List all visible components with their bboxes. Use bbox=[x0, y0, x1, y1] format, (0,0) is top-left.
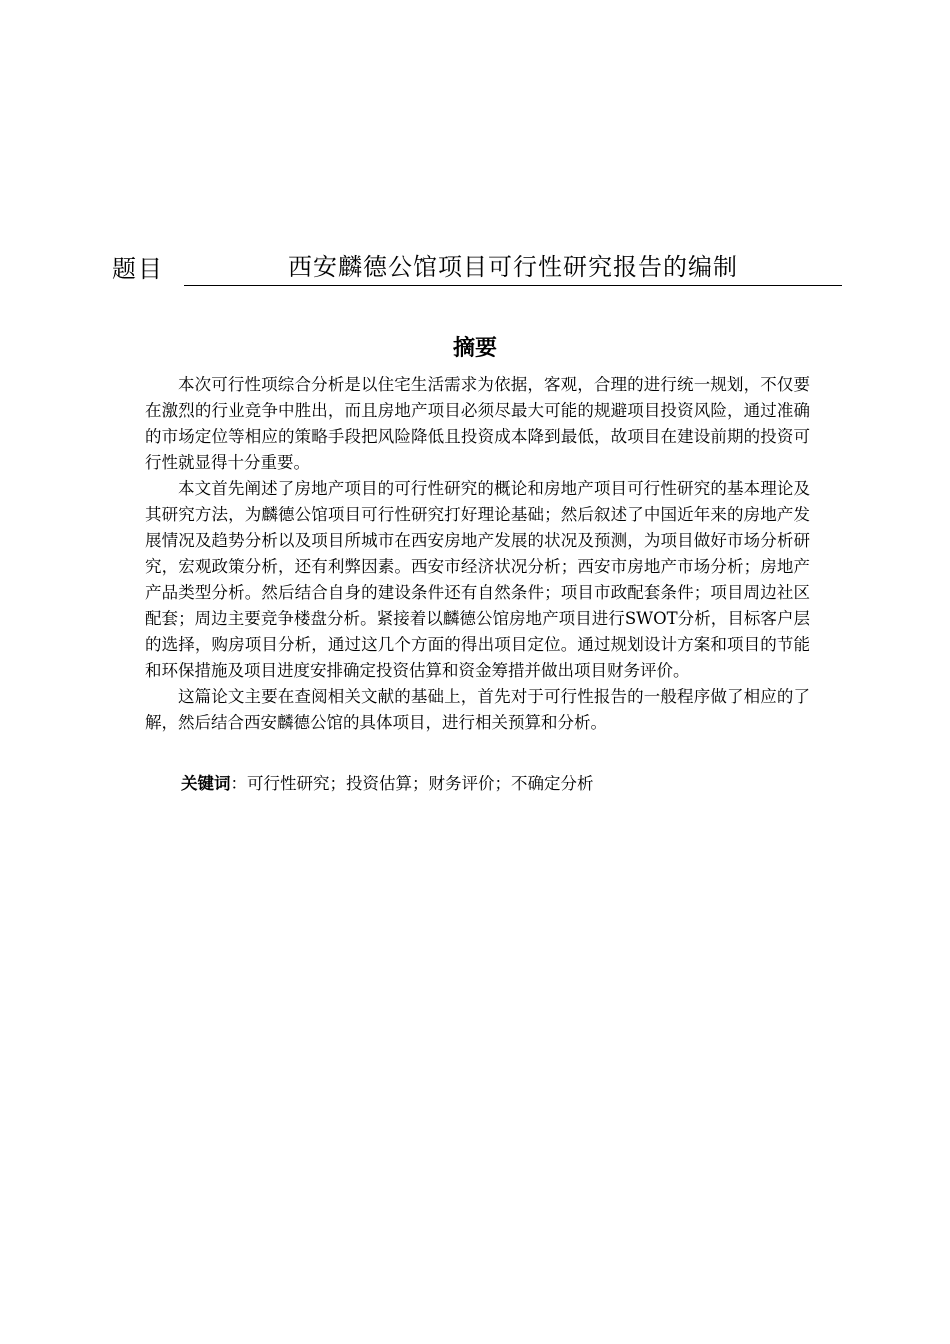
keywords-separator: ： bbox=[230, 774, 247, 793]
keywords-line bbox=[181, 771, 594, 797]
keywords-label: 关键词 bbox=[181, 774, 231, 793]
abstract-body bbox=[145, 372, 810, 736]
document-title: 西安麟德公馆项目可行性研究报告的编制 bbox=[184, 252, 842, 286]
abstract-heading: 摘要 bbox=[452, 336, 497, 361]
title-row bbox=[112, 252, 842, 288]
abstract-paragraph: 这篇论文主要在查阅相关文献的基础上，首先对于可行性报告的一般程序做了相应的了解，然后结合西安麟德公馆的具体项目，进行相关预算和分析。 bbox=[145, 687, 810, 732]
abstract-paragraph: 本次可行性项综合分析是以住宅生活需求为依据，客观，合理的进行统一规划，不仅要在激烈的行业竞争中胜出，而且房地产项目必须尽最大可能的规避项目投资风险，通过准确的市场定位等相应的策略手段把风险降低且投资成本降到最低，故项目在建设前期的投资可行性就显得十分重要。 bbox=[145, 375, 810, 472]
title-label: 题目 bbox=[112, 255, 164, 283]
abstract-paragraph: 本文首先阐述了房地产项目的可行性研究的概论和房地产项目可行性研究的基本理论及其研究方法，为麟德公馆项目可行性研究打好理论基础；然后叙述了中国近年来的房地产发展情况及趋势分析以及项目所城市在西安房地产发展的状况及预测，为项目做好市场分析研究，宏观政策分析，还有利弊因素。西安市经济状况分析；西安市房地产市场分析；房地产产品类型分析。然后结合自身的建设条件还有自然条件；项目市政配套条件；项目周边社区配套；周边主要竞争楼盘分析。紧接着以麟德公馆房地产项目进行SWOT分析，目标客户层的选择，购房项目分析，通过这几个方面的得出项目定位。通过规划设计方案和项目的节能和环保措施及项目进度安排确定投资估算和资金筹措并做出项目财务评价。 bbox=[145, 479, 810, 680]
keywords-text: 可行性研究；投资估算；财务评价；不确定分析 bbox=[247, 774, 594, 793]
